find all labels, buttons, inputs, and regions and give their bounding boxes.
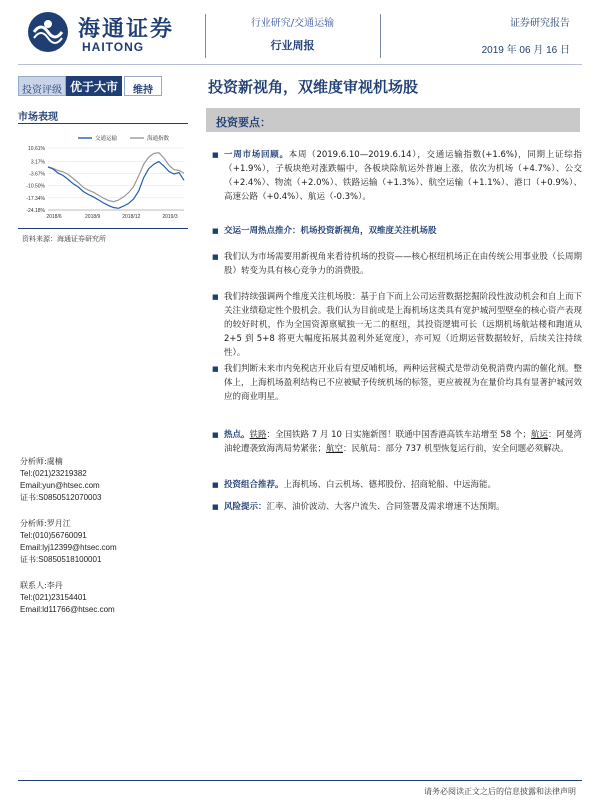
haitong-logo: [22, 8, 182, 58]
analyst-tel: Tel:(010)56760091: [20, 531, 87, 540]
logo-name-cn: 海通证券: [78, 16, 175, 42]
keypoint-item: [212, 148, 582, 204]
y-tick-label: -17.34%: [26, 195, 45, 202]
y-tick-label: -10.50%: [26, 183, 45, 190]
analyst-role-name: 联系人:李丹: [20, 581, 63, 590]
footer-rule: [18, 780, 582, 781]
section-rule: [18, 228, 188, 229]
keypoint-text: 上海机场、白云机场、德邦股份、招商轮船、中远海能。: [283, 480, 497, 490]
keypoint-text: 投资组合推荐。: [224, 480, 284, 490]
analyst-email: Email:lyj12399@htsec.com: [20, 543, 117, 552]
section-rule: [18, 123, 188, 124]
keypoint-text: 一周市场回顾。: [224, 150, 289, 160]
keypoint-item: [212, 290, 582, 360]
x-tick-label: 2018/9: [85, 214, 101, 220]
analyst-card: [20, 456, 101, 504]
keypoints-heading: 投资要点：: [216, 116, 271, 129]
analyst-role-name: 分析师:虞楠: [20, 457, 63, 466]
keypoint-item: [212, 428, 582, 456]
keypoint-item: [212, 500, 582, 514]
analyst-tel: Tel:(021)23154401: [20, 593, 87, 602]
y-tick-label: -3.67%: [29, 171, 45, 178]
investment-rating: [18, 76, 178, 96]
series-line: [48, 153, 184, 202]
keypoint-text: ：阿曼湾油轮遭袭致海湾局势紧张；: [224, 430, 582, 454]
keypoint-text: 航运: [530, 430, 548, 440]
analyst-role-name: 分析师:罗月江: [20, 519, 71, 528]
analyst-card: [20, 580, 115, 616]
chart-source: 资料来源：海通证券研究所: [22, 235, 106, 243]
market-performance-chart: [18, 132, 190, 224]
x-tick-label: 2018/6: [46, 214, 62, 220]
x-tick-label: 2018/12: [122, 214, 141, 220]
analyst-email: Email:ld11766@htsec.com: [20, 605, 115, 614]
chart-x-axis: [46, 210, 184, 220]
haitong-logo-icon: [26, 10, 70, 54]
keypoint-text: 航空: [326, 444, 344, 454]
header-category-block: [215, 14, 370, 53]
chart-legend: [78, 134, 170, 142]
market-heading: 市场表现: [18, 112, 58, 123]
y-tick-label: 3.17%: [30, 159, 45, 166]
disclaimer-note: 请务必阅读正文之后的信息披露和法律声明: [424, 787, 576, 796]
x-tick-label: 2019/3: [162, 214, 178, 220]
analyst-tel: Tel:(021)23219382: [20, 469, 87, 478]
keypoints-header: [206, 108, 580, 132]
keypoint-text: 风险提示：: [224, 502, 267, 512]
analyst-card: [20, 518, 117, 566]
analyst-cert: 证书:S0850512070003: [20, 493, 102, 502]
keypoint-text: ：全国铁路 7 月 10 日实施新图！联通中国香港高铁车站增至 58 个；: [266, 430, 531, 440]
report-date: 2019 年 06 月 16 日: [481, 45, 570, 56]
rating-tag: 维持: [124, 76, 162, 96]
report-title: 投资新视角，双维度审视机场股: [208, 78, 419, 96]
chart-y-axis: [26, 146, 45, 214]
header-rule: [18, 64, 582, 65]
legend-label: 交通运输: [95, 136, 118, 142]
keypoint-text: 铁路: [249, 430, 267, 440]
y-tick-label: -24.18%: [26, 208, 45, 214]
analyst-cert: 证书:S0850518100001: [20, 555, 102, 564]
keypoint-text: 热点。: [224, 430, 250, 440]
report-kind: 证券研究报告: [510, 18, 570, 29]
rating-value: 优于大市: [66, 76, 122, 96]
keypoint-text: 我们认为市场需要用新视角来看待机场的投资——核心枢纽机场正在由传统公用事业股（长周期股）转变为具有核心竞争力的消费股。: [224, 252, 582, 276]
keypoint-item: [212, 362, 582, 404]
keypoint-text: 我们持续强调两个维度关注机场股：基于自下而上公司运营数据挖掘阶段性波动机会和自上而下关注业绩稳定性个股机会。我们认为目前或是上海机场这类具有宽护城河型壁垒的核心资产表现的较好时机，作为全国资源禀赋独一无二的枢纽，其投资逻辑可长（远期机场航站楼和跑道从 2+5 到 5+8 将更大幅度拓展其盈利外延宽度），亦可短（近期运营数据较好，后续关注持续性）。: [224, 292, 582, 358]
header-divider: [205, 14, 206, 58]
header-meta-block: [482, 14, 570, 56]
keypoint-item: [212, 250, 582, 278]
keypoint-text: ：民航局：部分 737 机型恢复运行前，安全问题必须解决。: [343, 444, 569, 454]
keypoint-text: 汇率、油价波动、大客户流失、合同签署及需求增速不达预期。: [266, 502, 505, 512]
report-category: 行业研究/交通运输: [250, 18, 335, 29]
analyst-email: Email:yun@htsec.com: [20, 481, 100, 490]
legend-label: 海通指数: [147, 136, 170, 142]
keypoint-text: 我们判断未来市内免税店开业后有望反哺机场，两种运营模式是带动免税消费内需的催化剂。整体上，上海机场盈利结构已不应被赋予传统机场的标签，更应被视为在量价均具有显著护城河效应的商业明星。: [224, 364, 582, 402]
report-type: 行业周报: [270, 39, 315, 52]
y-tick-label: 10.61%: [28, 146, 45, 152]
keypoint-text: 交运一周热点推介：机场投资新视角，双维度关注机场股: [224, 226, 437, 236]
header-divider: [380, 14, 381, 58]
keypoint-text: 本周（2019.6.10—2019.6.14），交通运输指数(+1.6%)，同期上证综指（+1.9%），子板块绝对涨跌幅中，各板块除航运外普遍上涨，依次为机场（+4.7%）、公交（+2.4%）、物流（+2.0%）、铁路运输（+1.3%）、航空运输（+1.1%）、港口（+0.9%）、高速公路（+0.4%）、航运（-0.3%）。: [224, 150, 582, 202]
keypoint-item: [212, 224, 582, 238]
keypoint-item: [212, 478, 582, 492]
rating-label: 投资评级: [18, 76, 66, 96]
logo-name-en: HAITONG: [82, 40, 145, 54]
